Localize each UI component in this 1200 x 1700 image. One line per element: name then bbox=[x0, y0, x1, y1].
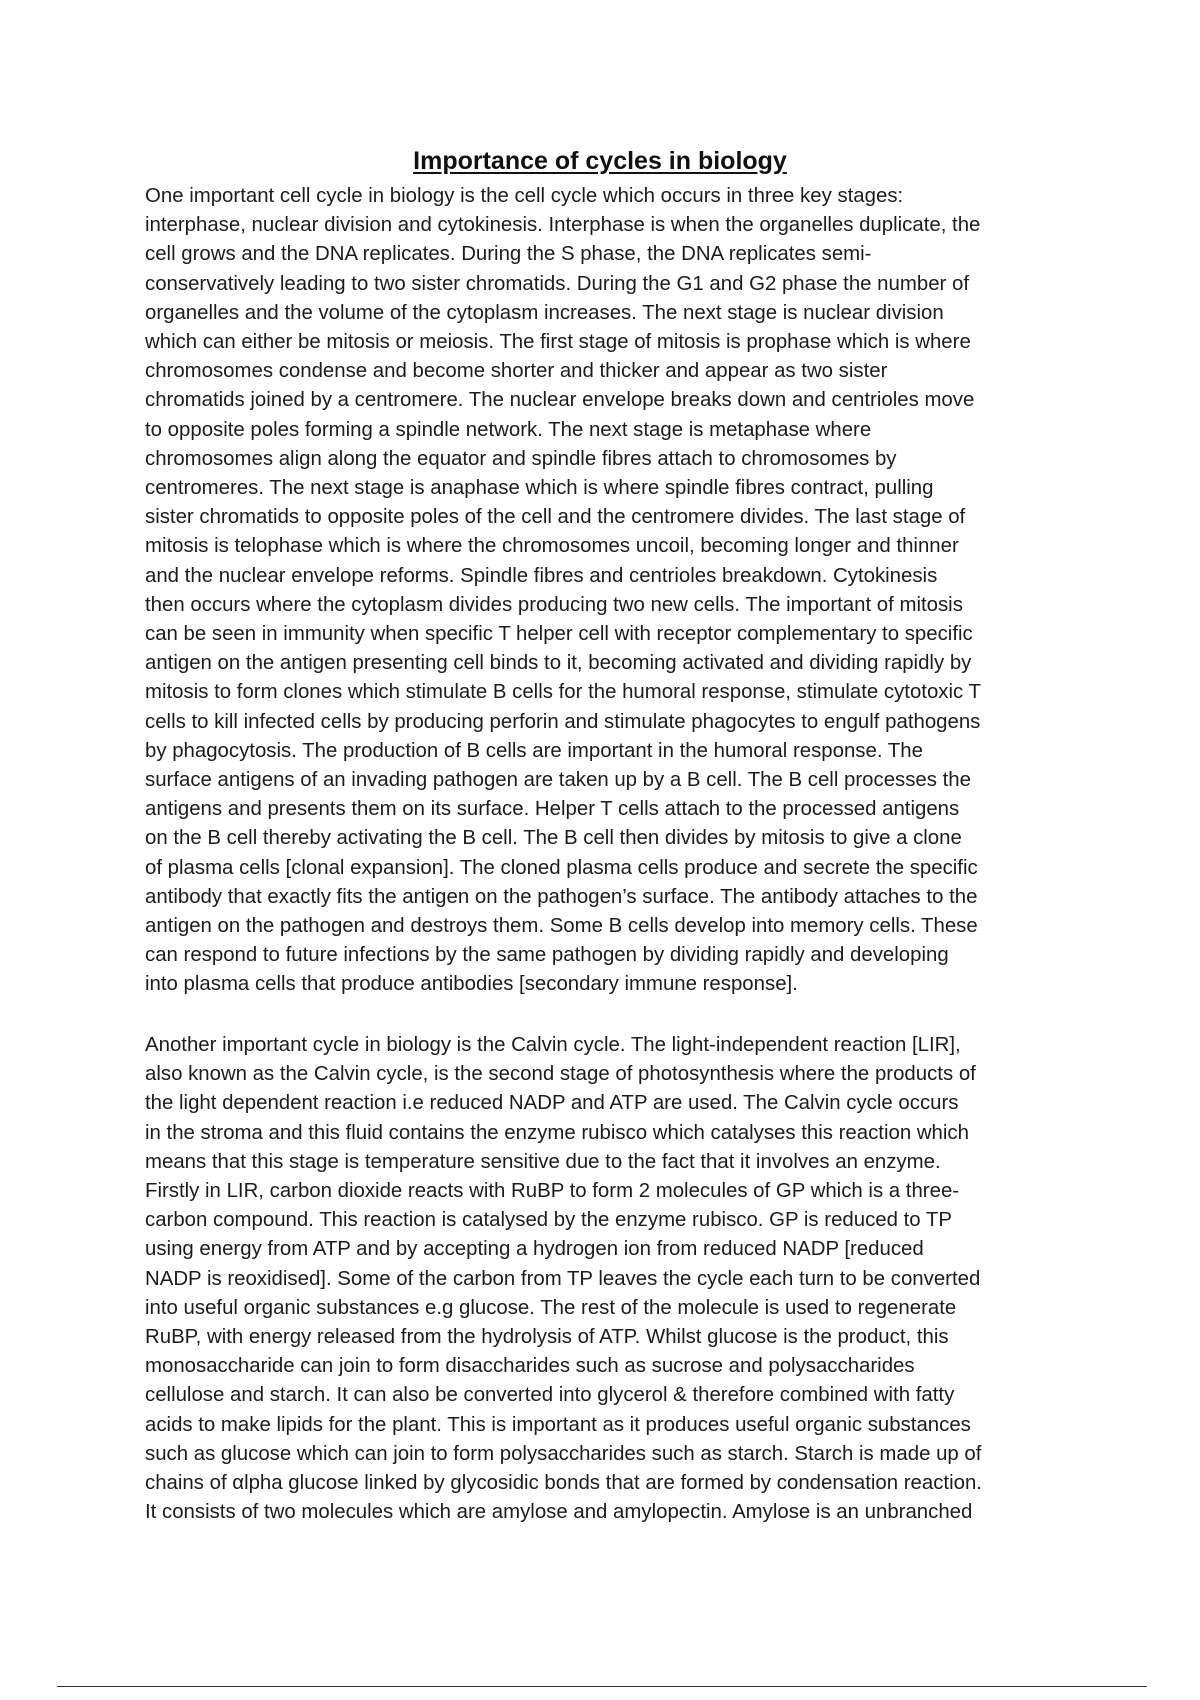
text-line: chromosomes align along the equator and spindle fibres attach to chromosomes by bbox=[145, 447, 897, 470]
text-line: mitosis to form clones which stimulate B cells for the humoral response, stimulate cytotoxic T bbox=[145, 681, 981, 704]
paragraph-cell-cycle bbox=[145, 182, 1085, 1000]
text-line: antigens and presents them on its surface. Helper T cells attach to the processed antigens bbox=[145, 798, 960, 821]
text-line: NADP is reoxidised]. Some of the carbon from TP leaves the cycle each turn to be converted bbox=[145, 1267, 981, 1290]
text-line: sister chromatids to opposite poles of the cell and the centromere divides. The last stage of bbox=[145, 506, 966, 529]
text-line: chains of αlpha glucose linked by glycosidic bonds that are formed by condensation reaction. bbox=[145, 1472, 982, 1495]
text-line: to opposite poles forming a spindle network. The next stage is metaphase where bbox=[145, 418, 872, 441]
text-line: into plasma cells that produce antibodies [secondary immune response]. bbox=[145, 973, 798, 996]
text-line: the light dependent reaction i.e reduced NADP and ATP are used. The Calvin cycle occurs bbox=[145, 1092, 959, 1115]
text-line: RuBP, with energy released from the hydrolysis of ATP. Whilst glucose is the product, this bbox=[145, 1326, 949, 1349]
text-line: antigen on the antigen presenting cell binds to it, becoming activated and dividing rapidly by bbox=[145, 652, 972, 675]
text-line: cell grows and the DNA replicates. During the S phase, the DNA replicates semi- bbox=[145, 243, 872, 266]
text-line: centromeres. The next stage is anaphase which is where spindle fibres contract, pulling bbox=[145, 477, 934, 500]
text-line: on the B cell thereby activating the B cell. The B cell then divides by mitosis to give a clone bbox=[145, 827, 962, 850]
text-line: surface antigens of an invading pathogen are taken up by a B cell. The B cell processes the bbox=[145, 769, 971, 792]
text-line: also known as the Calvin cycle, is the second stage of photosynthesis where the products of bbox=[145, 1063, 976, 1086]
text-line: which can either be mitosis or meiosis. The first stage of mitosis is prophase which is where bbox=[145, 331, 971, 354]
text-line: chromosomes condense and become shorter and thicker and appear as two sister bbox=[145, 360, 888, 383]
text-line: using energy from ATP and by accepting a hydrogen ion from reduced NADP [reduced bbox=[145, 1238, 924, 1261]
text-line: such as glucose which can join to form polysaccharides such as starch. Starch is made up of bbox=[145, 1442, 982, 1465]
text-line: mitosis is telophase which is where the chromosomes uncoil, becoming longer and thinner bbox=[145, 535, 959, 558]
text-line: can respond to future infections by the same pathogen by dividing rapidly and developing bbox=[145, 944, 949, 967]
text-line: of plasma cells [clonal expansion]. The cloned plasma cells produce and secrete the specific bbox=[145, 856, 978, 879]
text-line: cellulose and starch. It can also be converted into glycerol & therefore combined with fatty bbox=[145, 1384, 955, 1407]
paragraph-calvin-cycle bbox=[145, 1031, 1085, 1527]
text-line: then occurs where the cytoplasm divides producing two new cells. The important of mitosis bbox=[145, 593, 963, 616]
text-line: into useful organic substances e.g glucose. The rest of the molecule is used to regenerate bbox=[145, 1296, 957, 1319]
text-line: acids to make lipids for the plant. This is important as it produces useful organic substances bbox=[145, 1413, 971, 1436]
text-line: can be seen in immunity when specific T helper cell with receptor complementary to specific bbox=[145, 623, 973, 646]
text-line: Firstly in LIR, carbon dioxide reacts with RuBP to form 2 molecules of GP which is a three- bbox=[145, 1180, 960, 1203]
text-line: antibody that exactly fits the antigen on the pathogen’s surface. The antibody attaches to the bbox=[145, 885, 978, 908]
text-line: carbon compound. This reaction is catalysed by the enzyme rubisco. GP is reduced to TP bbox=[145, 1209, 952, 1232]
text-line: cells to kill infected cells by producing perforin and stimulate phagocytes to engulf pathogens bbox=[145, 710, 981, 733]
text-line: means that this stage is temperature sensitive due to the fact that it involves an enzyme. bbox=[145, 1150, 941, 1173]
text-line: chromatids joined by a centromere. The nuclear envelope breaks down and centrioles move bbox=[145, 389, 975, 412]
text-line: conservatively leading to two sister chromatids. During the G1 and G2 phase the number of bbox=[145, 272, 969, 295]
text-line: and the nuclear envelope reforms. Spindle fibres and centrioles breakdown. Cytokinesis bbox=[145, 564, 938, 587]
text-line: One important cell cycle in biology is the cell cycle which occurs in three key stages: bbox=[145, 185, 904, 207]
text-line: Another important cycle in biology is the Calvin cycle. The light-independent reaction [LIR], bbox=[145, 1034, 961, 1056]
text-line: in the stroma and this fluid contains the enzyme rubisco which catalyses this reaction which bbox=[145, 1121, 969, 1144]
text-line: interphase, nuclear division and cytokinesis. Interphase is when the organelles duplicate, the bbox=[145, 214, 981, 237]
text-line: antigen on the pathogen and destroys them. Some B cells develop into memory cells. These bbox=[145, 915, 978, 938]
footer-divider bbox=[57, 1686, 1147, 1687]
page-title: Importance of cycles in biology bbox=[413, 147, 787, 175]
text-line: by phagocytosis. The production of B cells are important in the humoral response. The bbox=[145, 739, 923, 762]
text-line: organelles and the volume of the cytoplasm increases. The next stage is nuclear division bbox=[145, 301, 944, 324]
text-line: It consists of two molecules which are amylose and amylopectin. Amylose is an unbranched bbox=[145, 1501, 973, 1524]
text-line: monosaccharide can join to form disaccharides such as sucrose and polysaccharides bbox=[145, 1355, 915, 1378]
